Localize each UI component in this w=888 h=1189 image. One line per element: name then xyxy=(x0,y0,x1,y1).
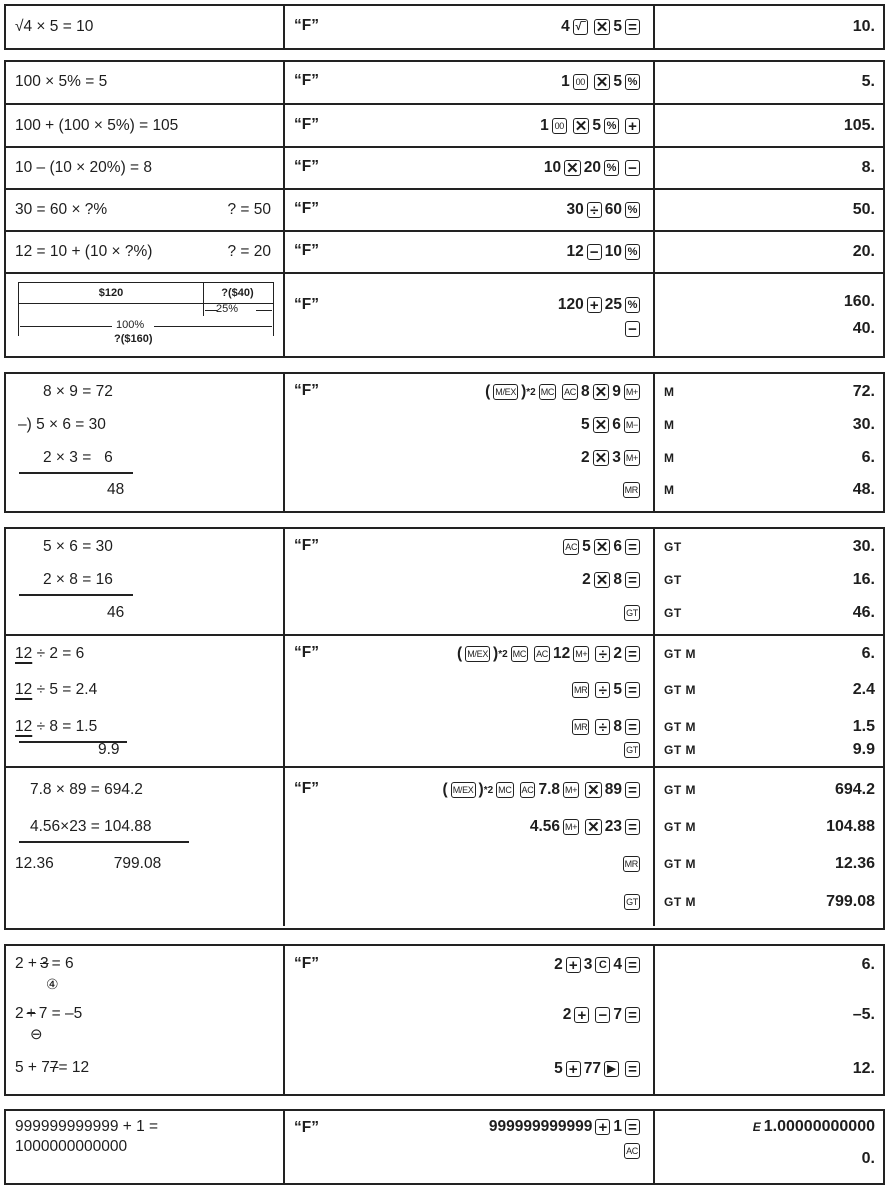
divide-key-icon: ÷ xyxy=(595,719,610,735)
example-text: 2 × 8 = 16 xyxy=(43,571,113,588)
display-readout: GT M 6. xyxy=(664,645,875,662)
diagram-percent-markup: 25% xyxy=(216,303,239,315)
minus-key-icon: − xyxy=(587,244,602,260)
key-sequence: MR ÷ 5 = xyxy=(285,672,653,708)
key-sequence: 120 + 25 % xyxy=(285,287,653,323)
display-readout: 12. xyxy=(852,1060,875,1077)
display-readout: M 48. xyxy=(664,481,875,498)
equals-key-icon: = xyxy=(625,1007,640,1023)
example-text: 4.56×23 = 104.88 xyxy=(30,818,152,835)
key-sequence: 12 − 10 % xyxy=(285,234,653,270)
markup-diagram xyxy=(18,282,274,358)
table-row xyxy=(6,272,883,356)
mode-label: “F” xyxy=(294,955,319,972)
m-plus-key-icon: M+ xyxy=(563,782,579,798)
example-text: 48 xyxy=(107,481,125,498)
plus-key-icon: + xyxy=(625,118,640,134)
key-sequence: 5 ✕ 6 M− xyxy=(581,416,638,434)
mr-key-icon: MR xyxy=(572,719,589,735)
percent-key-icon: % xyxy=(625,74,640,90)
example-text: 7.8 × 89 = 694.2 xyxy=(30,781,143,798)
mode-label: “F” xyxy=(294,242,319,259)
equals-key-icon: = xyxy=(625,646,640,662)
display-readout: GT M 799.08 xyxy=(664,893,875,910)
key-sequence: 999999999999 + 1 = xyxy=(285,1111,653,1143)
key-sequence: AC 5 ✕ 6 = xyxy=(285,529,653,565)
example-text: 5 × 6 = 30 xyxy=(43,538,113,555)
example-text: 10 – (10 × 20%) = 8 xyxy=(15,159,153,176)
mode-label: “F” xyxy=(294,537,319,554)
example-text: –) 5 × 6 = 30 xyxy=(18,416,106,433)
table-row xyxy=(6,634,883,766)
mode-label: “F” xyxy=(294,116,319,133)
key-sequence xyxy=(285,311,653,347)
multiply-key-icon: ✕ xyxy=(595,571,609,589)
double-zero-key-icon: 00 xyxy=(552,118,567,134)
display-readout: M 30. xyxy=(664,416,875,433)
example-text: 9.9 xyxy=(98,741,120,758)
display-readout: 50. xyxy=(852,201,875,218)
memory-example-table xyxy=(4,372,885,513)
equals-key-icon: = xyxy=(625,572,640,588)
table-row xyxy=(6,230,883,272)
equals-key-icon: = xyxy=(625,1119,640,1135)
display-readout: 0. xyxy=(861,1150,875,1167)
example-text: 8 × 9 = 72 xyxy=(43,383,113,400)
example-text: 12.36 799.08 xyxy=(15,855,162,872)
display-readout: GT 16. xyxy=(664,571,875,588)
divide-key-icon: ÷ xyxy=(595,646,610,662)
example-text: 46 xyxy=(107,604,125,621)
display-readout: GT M 1.5 xyxy=(664,718,875,735)
m-ex-key-icon: M/EX xyxy=(493,384,518,400)
key-sequence xyxy=(285,732,653,768)
key-sequence: MR ÷ 8 = xyxy=(285,709,653,745)
mode-label: “F” xyxy=(294,644,319,661)
gt-key-icon: GT xyxy=(624,742,640,758)
table-row xyxy=(6,188,883,230)
circled-four-icon: ④ xyxy=(46,975,59,992)
mode-label: “F” xyxy=(294,17,319,34)
table-row xyxy=(6,6,883,48)
plus-key-icon: + xyxy=(595,1119,610,1135)
m-minus-key-icon: M− xyxy=(624,417,640,433)
multiply-key-icon: ✕ xyxy=(594,449,608,467)
equals-key-icon: = xyxy=(625,819,640,835)
display-readout: GT M 9.9 xyxy=(664,741,875,758)
mode-label: “F” xyxy=(294,72,319,89)
mode-label: “F” xyxy=(294,382,319,399)
key-sequence xyxy=(285,595,653,631)
key-sequence: 2 + 3 C 4 = xyxy=(285,947,653,983)
key-sequence: 30 ÷ 60 % xyxy=(285,192,653,228)
percent-key-icon: % xyxy=(625,244,640,260)
table-row xyxy=(6,103,883,146)
example-text: 100 × 5% = 5 xyxy=(15,73,108,90)
ac-key-icon: AC xyxy=(534,646,550,662)
diagram-cost-box: $120 xyxy=(18,282,204,304)
mode-label: “F” xyxy=(294,158,319,175)
example-text: √4 × 5 = 10 xyxy=(15,18,94,35)
key-sequence: 5 + 77 ▶ = xyxy=(285,1051,653,1087)
equals-key-icon: = xyxy=(625,539,640,555)
key-sequence: ( M/EX ) *2 MC AC 12 M+ ÷ 2 = xyxy=(285,636,653,672)
plus-key-icon: + xyxy=(566,1061,581,1077)
key-sequence: 1 00 ✕ 5 % + xyxy=(285,108,653,144)
mode-label: “F” xyxy=(294,780,319,797)
display-readout: 105. xyxy=(843,117,875,134)
minus-key-icon: − xyxy=(625,160,640,176)
diagram-total: ?($160) xyxy=(114,333,153,345)
key-sequence: 2 ✕ 3 M+ xyxy=(581,449,638,467)
percent-key-icon: % xyxy=(604,160,619,176)
multiply-key-icon: ✕ xyxy=(566,159,579,177)
equals-key-icon: = xyxy=(625,957,640,973)
display-readout: GT M 694.2 xyxy=(664,781,875,798)
equals-key-icon: = xyxy=(625,1061,640,1077)
example-text: 2 + 3 = 6 xyxy=(15,955,74,972)
key-sequence xyxy=(285,472,653,508)
example-text: 2 × 3 = 6 xyxy=(43,449,113,466)
key-sequence: 2 ✕ 8 = xyxy=(285,562,653,598)
example-text: 12 ÷ 5 = 2.4 xyxy=(15,681,98,698)
multiply-key-icon: ✕ xyxy=(595,18,609,36)
diagram-percent-total: 100% xyxy=(116,319,145,331)
plus-key-icon: + xyxy=(587,297,602,313)
equals-key-icon: = xyxy=(625,719,640,735)
display-readout: 5. xyxy=(861,73,875,90)
percent-examples-table xyxy=(4,60,885,358)
table-row xyxy=(6,946,883,1094)
equals-key-icon: = xyxy=(625,782,640,798)
table-row xyxy=(6,1111,883,1183)
gt-key-icon: GT xyxy=(624,894,640,910)
table-row xyxy=(6,146,883,188)
example-text: 30 = 60 × ?% ? = 50 xyxy=(15,201,271,218)
display-readout: GT 30. xyxy=(664,538,875,555)
key-sequence: ( M/EX ) *2 MC AC 8 ✕ 9 M+ xyxy=(485,383,638,401)
multiply-key-icon: ✕ xyxy=(595,73,609,91)
mc-key-icon: MC xyxy=(511,646,528,662)
display-readout: 8. xyxy=(861,159,875,176)
display-readout: 20. xyxy=(852,243,875,260)
example-text: 2 + 7 = –5 xyxy=(15,1005,83,1022)
m-ex-key-icon: M/EX xyxy=(451,782,476,798)
grand-total-examples-table xyxy=(4,527,885,930)
equals-key-icon: = xyxy=(625,682,640,698)
multiply-key-icon: ✕ xyxy=(594,416,608,434)
key-sequence: 10 ✕ 20 % − xyxy=(285,150,653,186)
error-indicator: E xyxy=(752,1120,761,1134)
right-arrow-key-icon: ▶ xyxy=(604,1061,619,1077)
table-row xyxy=(6,62,883,103)
mode-label: “F” xyxy=(294,1119,319,1136)
percent-key-icon: % xyxy=(625,297,640,313)
example-text: 5 + 7 7 = 12 xyxy=(15,1059,90,1076)
table-row xyxy=(6,529,883,634)
example-text: 100 + (100 × 5%) = 105 xyxy=(15,117,179,134)
mc-key-icon: MC xyxy=(539,384,556,400)
mc-key-icon: MC xyxy=(496,782,513,798)
m-plus-key-icon: M+ xyxy=(624,384,640,400)
sum-line xyxy=(19,841,189,843)
mode-label: “F” xyxy=(294,296,319,313)
display-readout: GT M 104.88 xyxy=(664,818,875,835)
display-readout: 40. xyxy=(852,320,875,337)
m-ex-key-icon: M/EX xyxy=(465,646,490,662)
table-row xyxy=(6,766,883,926)
correction-examples-table xyxy=(4,944,885,1096)
display-readout: GT 46. xyxy=(664,604,875,621)
example-text: 12 ÷ 2 = 6 xyxy=(15,645,85,662)
display-readout: E 1.00000000000 xyxy=(752,1118,875,1135)
table-row xyxy=(6,374,883,511)
m-plus-key-icon: M+ xyxy=(573,646,589,662)
m-plus-key-icon: M+ xyxy=(624,450,640,466)
minus-key-icon: − xyxy=(625,321,640,337)
example-text: 12 ÷ 8 = 1.5 xyxy=(15,718,98,735)
mr-key-icon: MR xyxy=(623,482,640,498)
ac-key-icon: AC xyxy=(624,1143,640,1159)
key-sequence: 4.56 M+ ✕ 23 = xyxy=(285,809,653,845)
multiply-key-icon: ✕ xyxy=(587,818,600,836)
key-sequence xyxy=(285,846,653,882)
mode-label: “F” xyxy=(294,200,319,217)
plus-key-icon: + xyxy=(566,957,581,973)
m-plus-key-icon: M+ xyxy=(563,819,579,835)
display-readout: GT M 12.36 xyxy=(664,855,875,872)
key-sequence: 2 + − 7 = xyxy=(285,997,653,1033)
gt-key-icon: GT xyxy=(624,605,640,621)
equals-key-icon: = xyxy=(625,19,640,35)
percent-key-icon: % xyxy=(604,118,619,134)
c-key-icon: C xyxy=(595,957,610,973)
display-readout: M 72. xyxy=(664,383,875,400)
plus-key-icon: + xyxy=(574,1007,589,1023)
sqrt-key-icon: √‾ xyxy=(573,19,588,35)
example-text: 999999999999 + 1 = xyxy=(15,1118,159,1135)
display-readout: GT M 2.4 xyxy=(664,681,875,698)
circled-minus-icon: ⊖ xyxy=(30,1026,43,1043)
mr-key-icon: MR xyxy=(572,682,589,698)
multiply-key-icon: ✕ xyxy=(574,117,588,135)
key-sequence: ( M/EX ) *2 MC AC 7.8 M+ ✕ 89 = xyxy=(285,772,653,808)
multiply-key-icon: ✕ xyxy=(594,383,608,401)
example-text: 12 = 10 + (10 × ?%) ? = 20 xyxy=(15,243,271,260)
double-zero-key-icon: 00 xyxy=(573,74,588,90)
example-text: 1000000000000 xyxy=(15,1138,128,1155)
divide-key-icon: ÷ xyxy=(587,202,602,218)
display-readout: 10. xyxy=(852,18,875,35)
ac-key-icon: AC xyxy=(563,539,579,555)
multiply-key-icon: ✕ xyxy=(587,781,600,799)
diagram-markup-box: ?($40) xyxy=(202,282,274,304)
mr-key-icon: MR xyxy=(623,856,640,872)
ac-key-icon: AC xyxy=(520,782,536,798)
display-readout: M 6. xyxy=(664,449,875,466)
percent-key-icon: % xyxy=(625,202,640,218)
minus-key-icon: − xyxy=(595,1007,610,1023)
overflow-example-table xyxy=(4,1109,885,1185)
ac-key-icon: AC xyxy=(562,384,578,400)
key-sequence: 4 √‾ ✕ 5 = xyxy=(285,9,653,45)
key-sequence: 1 00 ✕ 5 % xyxy=(285,64,653,100)
sqrt-example-table xyxy=(4,4,885,50)
key-sequence xyxy=(285,1135,653,1167)
display-readout: –5. xyxy=(852,1006,875,1023)
display-readout: 6. xyxy=(861,956,875,973)
divide-key-icon: ÷ xyxy=(595,682,610,698)
key-sequence xyxy=(285,884,653,920)
multiply-key-icon: ✕ xyxy=(595,538,609,556)
display-readout: 160. xyxy=(843,293,875,310)
